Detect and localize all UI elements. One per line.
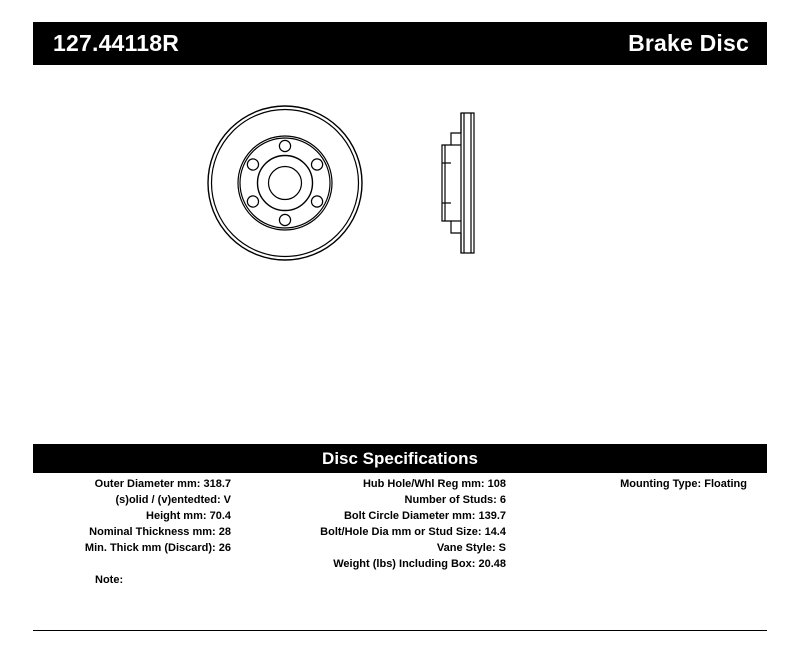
spec-column-left xyxy=(33,476,231,556)
spec-item: (s)olid / (v)entedted: V xyxy=(115,494,231,506)
spec-item: Bolt Circle Diameter mm: 139.7 xyxy=(343,510,506,522)
spec-item: Hub Hole/Whl Reg mm: 108 xyxy=(362,478,506,490)
spec-item: Height mm: 70.4 xyxy=(146,510,231,522)
spec-column-middle xyxy=(241,476,506,572)
spec-item: Mounting Type: Floating xyxy=(620,478,747,490)
note-label: Note: xyxy=(95,574,124,586)
spec-item: Bolt/Hole Dia mm or Stud Size: 14.4 xyxy=(320,526,506,538)
spec-item: Outer Diameter mm: 318.7 xyxy=(94,478,231,490)
bottom-divider xyxy=(33,630,767,631)
spec-item: Weight (lbs) Including Box: 20.48 xyxy=(333,558,506,570)
spec-item: Vane Style: S xyxy=(436,542,506,554)
part-number: 127.44118R xyxy=(53,30,180,56)
spec-header-bar xyxy=(33,444,767,473)
side-cross-section-view xyxy=(442,113,474,253)
note-field xyxy=(95,572,123,588)
front-face-view xyxy=(208,106,362,260)
spec-column-right xyxy=(516,476,767,492)
spec-header-title: Disc Specifications xyxy=(322,449,478,468)
specifications xyxy=(33,476,767,586)
spec-item: Nominal Thickness mm: 28 xyxy=(89,526,231,538)
spec-item: Number of Studs: 6 xyxy=(404,494,506,506)
brake-disc-technical-drawing xyxy=(33,75,767,420)
header-bar xyxy=(33,22,767,65)
spec-item: Min. Thick mm (Discard): 26 xyxy=(84,542,231,554)
page-title: Brake Disc xyxy=(628,30,749,56)
